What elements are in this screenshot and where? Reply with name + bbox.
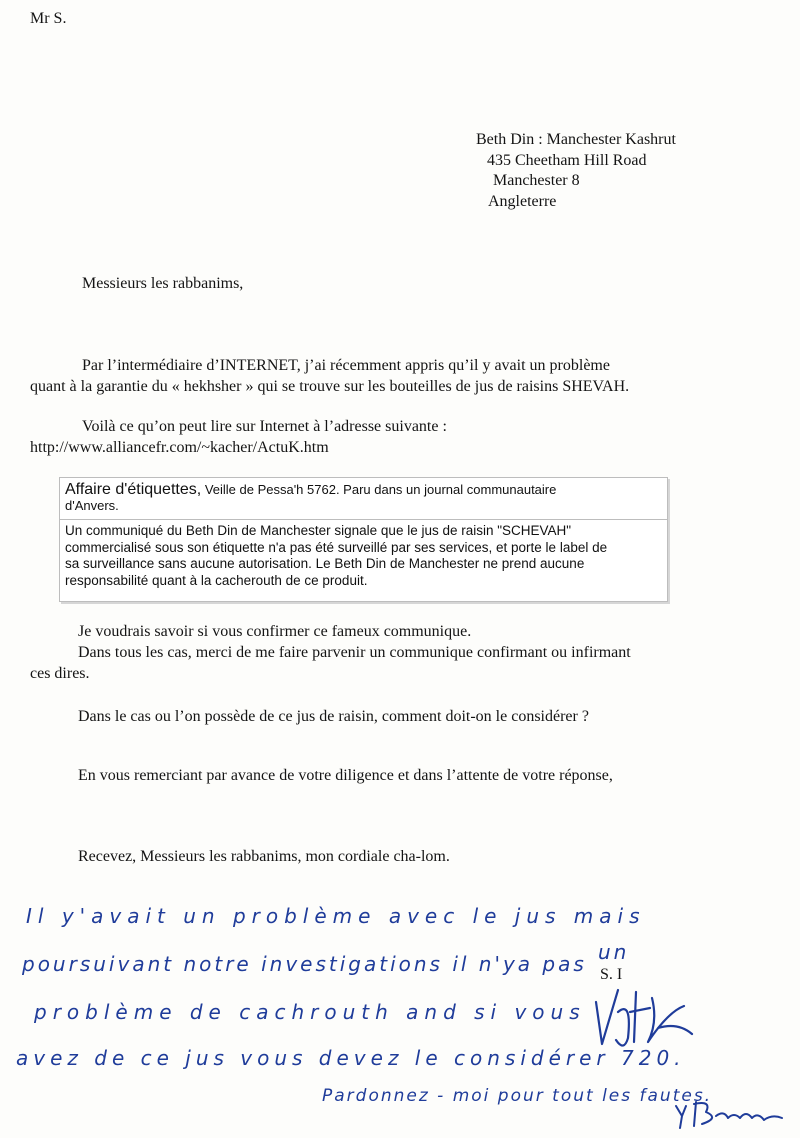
paragraph-1-line-2: quant à la garantie du « hekhsher » qui se trouve sur les bouteilles de jus de raisins SHEVAH. <box>30 378 630 395</box>
addressee-line-2: 435 Cheetham Hill Road <box>487 151 647 169</box>
internet-address: http://www.alliancefr.com/~kacher/ActuK.htm <box>30 439 329 456</box>
handwritten-line-3: problème de cachrouth and si vous <box>34 1000 586 1024</box>
quoted-article-body-line-1: Un communiqué du Beth Din de Manchester signale que le jus de raisin "SCHEVAH" <box>65 523 572 538</box>
paragraph-1-line-1: Par l’intermédiaire d’INTERNET, j’ai récemment appris qu’il y avait un problème <box>82 357 610 374</box>
handwritten-signature <box>588 982 698 1062</box>
quoted-article-body-line-3: sa surveillance sans aucune autorisation. Le Beth Din de Manchester ne prend aucune <box>65 556 585 571</box>
paragraph-3-line-2: Dans tous les cas, merci de me faire parvenir un communique confirmant ou infirmant <box>78 644 631 661</box>
quoted-article-header <box>60 478 667 520</box>
quoted-article-body <box>60 523 667 589</box>
sender-name: Mr S. <box>30 10 67 27</box>
addressee-line-4: Angleterre <box>488 192 557 210</box>
addressee-line-1: Beth Din : Manchester Kashrut <box>476 131 676 148</box>
paragraph-4: Dans le cas ou l’on possède de ce jus de raisin, comment doit-on le considérer ? <box>78 708 589 725</box>
handwritten-line-1: Il y'avait un problème avec le jus mais <box>26 904 646 928</box>
sender-signature-name: S. I <box>600 966 623 983</box>
handwritten-line-5: Pardonnez - moi pour tout les fautes. <box>322 1086 713 1106</box>
closing-line: Recevez, Messieurs les rabbanims, mon cordiale cha-lom. <box>78 848 450 865</box>
handwritten-line-1-tail: un <box>598 940 630 964</box>
quoted-article-subline-2: d'Anvers. <box>65 498 119 513</box>
handwritten-initials <box>672 1096 788 1130</box>
paragraph-3-line-3: ces dires. <box>30 665 90 682</box>
paragraph-3-line-1: Je voudrais savoir si vous confirmer ce fameux communique. <box>78 623 472 640</box>
quoted-article-body-line-2: commercialisé sous son étiquette n'a pas été surveillé par ses services, et porte le label de <box>65 539 608 555</box>
quoted-article-box <box>59 477 668 602</box>
paragraph-2-line-1: Voilà ce qu’on peut lire sur Internet à l’adresse suivante : <box>82 418 447 435</box>
handwritten-line-2: poursuivant notre investigations il n'ya pas <box>22 952 587 976</box>
paragraph-5: En vous remerciant par avance de votre diligence et dans l’attente de votre réponse, <box>78 767 613 784</box>
addressee-block <box>476 130 676 212</box>
addressee-line-3: Manchester 8 <box>493 172 580 189</box>
quoted-article-headline: Affaire d'étiquettes, <box>65 481 202 498</box>
handwritten-line-4: avez de ce jus vous devez le considérer 720. <box>16 1046 686 1070</box>
quoted-article-body-line-4: responsabilité quant à la cacherouth de ce produit. <box>65 572 368 588</box>
quoted-article-subline-1: Veille de Pessa'h 5762. Paru dans un journal communautaire <box>204 482 557 497</box>
salutation: Messieurs les rabbanims, <box>82 275 244 292</box>
